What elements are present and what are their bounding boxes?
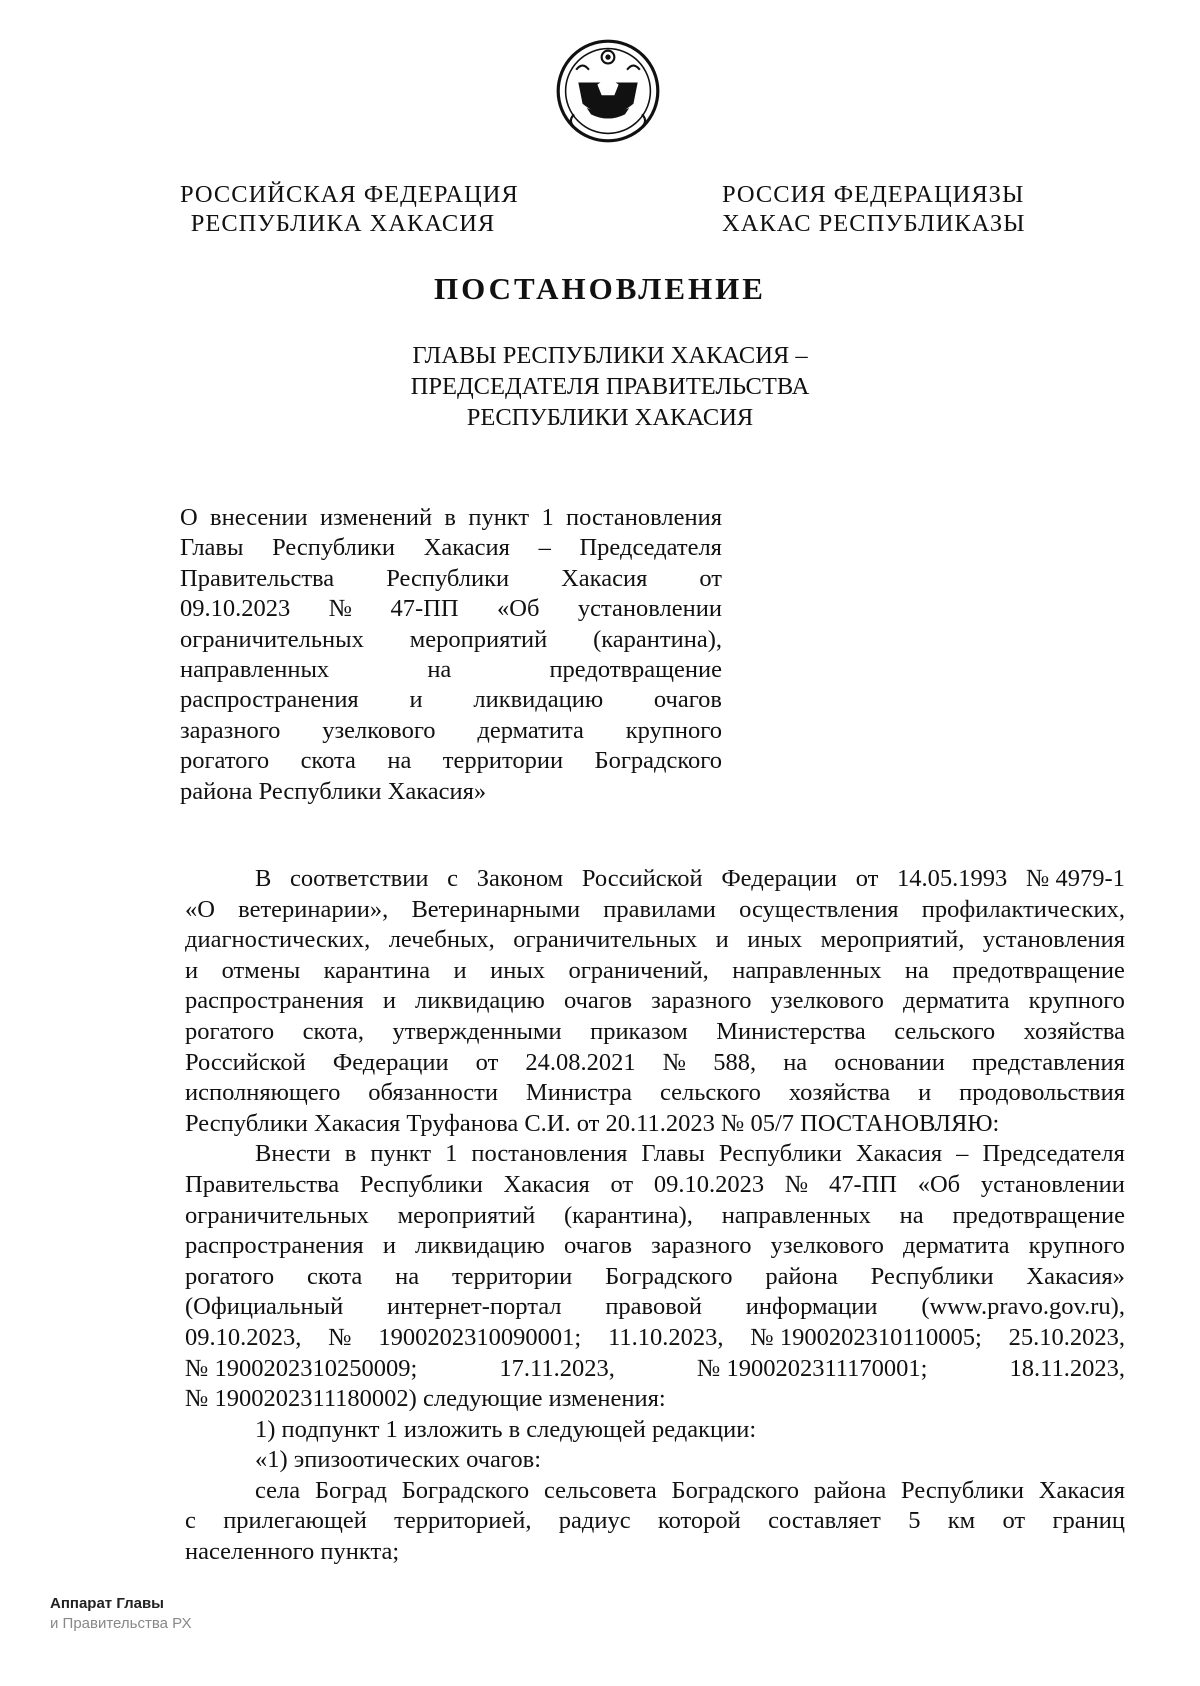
word: – [956, 1140, 969, 1168]
word: информации [745, 1293, 878, 1321]
body-line [185, 1537, 1125, 1568]
document-title: ПОСТАНОВЛЕНИЕ [434, 271, 766, 306]
body-line [185, 1017, 1125, 1048]
header-left-line: РЕСПУБЛИКА ХАКАСИЯ [190, 210, 496, 237]
word: очагов [563, 987, 633, 1015]
word: скота [306, 1262, 363, 1290]
word: (карантина), [593, 625, 722, 653]
word: основании [834, 1048, 945, 1076]
word: ограничительных [180, 625, 364, 653]
word: Хакасия [1038, 1476, 1125, 1504]
word: узелкового [770, 987, 884, 1015]
word: км [947, 1507, 976, 1535]
word: № 1900202311180002) следующие изменения: [185, 1385, 666, 1413]
word: Внести [255, 1140, 331, 1168]
word: правовой [605, 1293, 702, 1321]
word: мероприятий, [820, 926, 965, 954]
authority-line: ПРЕДСЕДАТЕЛЯ ПРАВИТЕЛЬСТВА [410, 373, 810, 400]
word: осуществления [739, 895, 899, 923]
authority-line: РЕСПУБЛИКИ ХАКАСИЯ [466, 404, 754, 431]
word: правилами [603, 895, 716, 923]
body-line [185, 1506, 1125, 1537]
body-line [185, 1262, 1125, 1293]
subject-line [180, 533, 722, 563]
word: диагностических, [185, 926, 371, 954]
word: на [904, 956, 929, 984]
word: района Республики Хакасия» [180, 777, 487, 805]
word: рогатого [185, 1017, 275, 1045]
word: распространения [180, 686, 359, 714]
word: № 1900202310250009; [185, 1354, 418, 1382]
word: скота, [302, 1017, 365, 1045]
word: Хакасия [423, 534, 510, 562]
word: пункт [468, 504, 530, 531]
word: ликвидацию [473, 686, 604, 714]
word: 47-ПП [390, 595, 459, 623]
body-line [185, 925, 1125, 956]
word: иных [490, 956, 546, 984]
word: и [409, 686, 423, 714]
word: крупного [1028, 987, 1125, 1015]
issuing-authority [380, 340, 840, 433]
word: приказом [590, 1017, 688, 1045]
header-right [722, 180, 1026, 238]
body-line [185, 1292, 1125, 1323]
document-subject [180, 503, 722, 807]
word: Законом [476, 865, 564, 892]
word: направленных [721, 1201, 871, 1229]
word: сельсовета [543, 1476, 657, 1504]
word: Республики [870, 1262, 994, 1290]
word: № 4979-1 [1025, 865, 1125, 892]
word: крупного [1028, 1232, 1125, 1260]
word: 25.10.2023, [1008, 1323, 1125, 1351]
word: хозяйства [1023, 1017, 1125, 1045]
subject-line [180, 685, 722, 715]
body-line [185, 1139, 1125, 1170]
word: в [444, 504, 456, 531]
word: Председателя [579, 534, 722, 562]
word: крупного [625, 716, 722, 744]
word: Республики [901, 1476, 1024, 1504]
word: дерматита [903, 1232, 1010, 1260]
authority-line: ГЛАВЫ РЕСПУБЛИКИ ХАКАСИЯ – [412, 342, 808, 369]
subject-line [180, 625, 722, 655]
word: обязанности [368, 1079, 498, 1107]
word: и [715, 926, 729, 954]
word: сельского [659, 1079, 761, 1107]
word: на [783, 1048, 808, 1076]
word: от [1002, 1507, 1026, 1535]
word: постановления [566, 504, 722, 531]
body-line [185, 1476, 1125, 1507]
word: утвержденными [392, 1017, 562, 1045]
word: заразного [651, 987, 752, 1015]
word: Хакасия [561, 564, 648, 592]
word: территорией, [394, 1507, 532, 1535]
word: Республики [386, 564, 510, 592]
word: Федерации [721, 865, 838, 892]
word: (карантина), [564, 1201, 693, 1229]
word: направленных [732, 956, 882, 984]
body-line [185, 1445, 1125, 1476]
word: района [765, 1262, 838, 1290]
word: предотвращение [952, 956, 1125, 984]
word: продовольствия [959, 1079, 1125, 1107]
word: – [538, 534, 551, 562]
word: карантина [323, 956, 431, 984]
header-left [180, 180, 519, 238]
word: от [610, 1170, 634, 1198]
word: дерматита [477, 716, 584, 744]
word: О [180, 504, 198, 531]
word: границ [1052, 1507, 1125, 1535]
word: Боград [314, 1476, 387, 1504]
word: ликвидацию [415, 1232, 545, 1260]
body-line [185, 956, 1125, 987]
word: Боградского [401, 1476, 530, 1504]
word: распространения [185, 987, 364, 1015]
word: мероприятий [409, 625, 548, 653]
body-line [185, 1415, 1125, 1446]
word: (Официальный [185, 1293, 344, 1321]
word: ликвидацию [415, 987, 545, 1015]
coat-of-arms-emblem [555, 38, 661, 144]
word: отмены [221, 956, 301, 984]
word: территории [451, 1262, 573, 1290]
header-right-line: ХАКАС РЕСПУБЛИКАЗЫ [722, 210, 1026, 237]
word: района [813, 1476, 887, 1504]
header-right-line: РОССИЯ ФЕДЕРАЦИЯЗЫ [722, 181, 1025, 208]
stamp-line: и Правительства РХ [50, 1615, 192, 1632]
word: на [899, 1201, 924, 1229]
word: установлении [577, 595, 722, 623]
word: и [382, 987, 396, 1015]
word: Хакасия» [1026, 1262, 1125, 1290]
word: с [447, 865, 459, 892]
header-left-line: РОССИЙСКАЯ ФЕДЕРАЦИЯ [180, 181, 519, 208]
word: Главы [180, 534, 244, 562]
word: хозяйства [788, 1079, 891, 1107]
word: дерматита [903, 987, 1010, 1015]
word: сельского [894, 1017, 996, 1045]
word: на [427, 656, 452, 684]
word: № [328, 595, 353, 623]
word: (www.pravo.gov.ru), [921, 1293, 1125, 1321]
word: лечебных, [388, 926, 495, 954]
word: Республики [272, 534, 396, 562]
subject-line [180, 746, 722, 776]
word: ограничений, [568, 956, 709, 984]
word: радиус [558, 1507, 631, 1535]
body-line [185, 1384, 1125, 1415]
word: иных [747, 926, 803, 954]
word: от [475, 1048, 499, 1076]
word: «1) эпизоотических очагов: [255, 1446, 541, 1474]
word: и [382, 1232, 396, 1260]
word: Главы [641, 1140, 705, 1168]
word: очагов [653, 686, 722, 714]
word: ограничительных [185, 1201, 369, 1229]
word: от [855, 865, 879, 892]
body-line [185, 1231, 1125, 1262]
word: «Об [917, 1170, 961, 1198]
office-stamp [50, 1594, 192, 1634]
word: № [784, 1170, 809, 1198]
word: 24.08.2021 [525, 1048, 636, 1076]
word: 5 [908, 1507, 921, 1535]
word: № [662, 1048, 687, 1076]
word: заразного [651, 1232, 752, 1260]
word: предотвращение [549, 656, 722, 684]
body-line [185, 864, 1125, 895]
word: скота [300, 747, 356, 775]
word: представления [971, 1048, 1125, 1076]
word: 1 [445, 1140, 458, 1168]
word: Ветеринарными [411, 895, 581, 923]
word: № [328, 1323, 352, 1351]
word: № 1900202311170001; [696, 1354, 928, 1382]
word: Боградского [594, 747, 722, 775]
word: и [918, 1079, 932, 1107]
word: очагов [563, 1232, 633, 1260]
word: которой [657, 1507, 741, 1535]
word: 09.10.2023 [180, 595, 291, 623]
body-line [185, 1078, 1125, 1109]
word: изменений [319, 504, 433, 531]
body-line [185, 1170, 1125, 1201]
word: Хакасия [855, 1140, 943, 1168]
stamp-line: Аппарат Главы [50, 1595, 164, 1612]
word: постановления [471, 1140, 628, 1168]
word: ветеринарии», [238, 895, 389, 923]
word: Боградского [605, 1262, 733, 1290]
word: Республики [359, 1170, 483, 1198]
word: установления [982, 926, 1125, 954]
word: пункт [370, 1140, 432, 1168]
word: и [185, 956, 199, 984]
word: Правительства [185, 1170, 340, 1198]
word: интернет-портал [387, 1293, 562, 1321]
word: рогатого [180, 747, 270, 775]
word: Хакасия [503, 1170, 590, 1198]
word: 09.10.2023 [653, 1170, 765, 1198]
word: Министерства [716, 1017, 866, 1045]
word: Республики Хакасия Труфанова С.И. от 20.11.2023 № 05/7 ПОСТАНОВЛЯЮ: [185, 1109, 1000, 1137]
body-line [185, 1354, 1125, 1385]
word: распространения [185, 1232, 364, 1260]
word: Министра [525, 1079, 633, 1107]
word: 1) подпункт 1 изложить в следующей редакции: [255, 1415, 757, 1443]
word: села [255, 1476, 301, 1504]
word: исполняющего [185, 1079, 341, 1107]
word: установлении [980, 1170, 1125, 1198]
body-line [185, 986, 1125, 1017]
word: с [185, 1507, 196, 1535]
word: направленных [180, 656, 330, 684]
word: заразного [180, 716, 281, 744]
subject-line [180, 777, 722, 807]
word: Боградского [671, 1476, 799, 1504]
word: 14.05.1993 [897, 865, 1008, 892]
word: 18.11.2023, [1009, 1354, 1125, 1382]
word: Федерации [332, 1048, 449, 1076]
body-line [185, 1201, 1125, 1232]
word: от [699, 564, 722, 592]
word: составляет [768, 1507, 881, 1535]
word: «О [185, 895, 215, 923]
word: рогатого [185, 1262, 275, 1290]
word: 1900202310090001; [378, 1323, 582, 1351]
word: соответствии [290, 865, 429, 892]
subject-line [180, 594, 722, 624]
word: 17.11.2023, [499, 1354, 615, 1382]
word: предотвращение [952, 1201, 1125, 1229]
subject-line [180, 564, 722, 594]
word: прилегающей [223, 1507, 367, 1535]
word: Республики [718, 1140, 842, 1168]
word: на [387, 747, 412, 775]
word: узелкового [770, 1232, 884, 1260]
body-line [185, 1048, 1125, 1079]
word: узелкового [322, 716, 436, 744]
word: «Об [497, 595, 540, 623]
word: на [395, 1262, 420, 1290]
document-body [185, 864, 1125, 1568]
word: Правительства [180, 564, 335, 592]
word: В [255, 865, 272, 892]
subject-line [180, 655, 722, 685]
word: территории [442, 747, 564, 775]
word: 588, [713, 1048, 757, 1076]
word: Российской [185, 1048, 306, 1076]
word: мероприятий [397, 1201, 536, 1229]
word: Российской [581, 865, 703, 892]
word: 09.10.2023, [185, 1323, 302, 1351]
body-line [185, 1109, 1125, 1140]
word: ограничительных [513, 926, 698, 954]
word: населенного пункта; [185, 1538, 400, 1566]
word: № 1900202310110005; [750, 1323, 982, 1351]
word: 1 [541, 504, 554, 531]
body-line [185, 895, 1125, 926]
word: 47-ПП [828, 1170, 897, 1198]
body-line [185, 1323, 1125, 1354]
word: и [453, 956, 467, 984]
subject-line [180, 716, 722, 746]
word: 11.10.2023, [608, 1323, 724, 1351]
subject-line [180, 503, 722, 533]
word: внесении [210, 504, 308, 531]
word: в [344, 1140, 357, 1168]
word: профилактических, [921, 895, 1125, 923]
word: Председателя [982, 1140, 1125, 1168]
